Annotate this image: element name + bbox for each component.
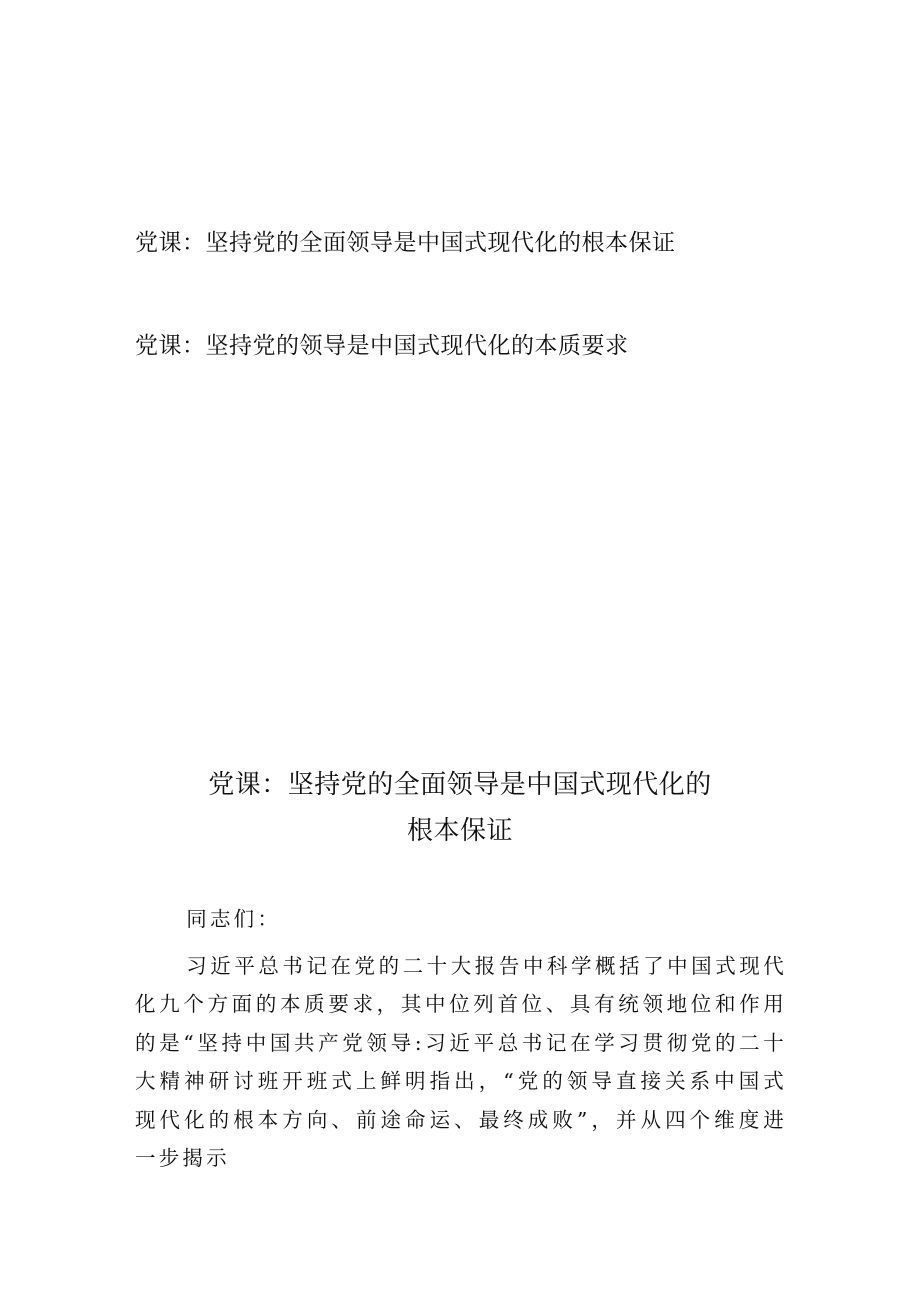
toc-entry-1[interactable]: 党课：坚持党的全面领导是中国式现代化的根本保证 — [135, 230, 676, 256]
article-title-line-2: 根本保证 — [406, 816, 513, 846]
article-title — [0, 762, 920, 854]
article-title-line-1: 党课：坚持党的全面领导是中国式现代化的 — [208, 770, 712, 800]
body-paragraph-1: 习近平总书记在党的二十大报告中科学概括了中国式现代化九个方面的本质要求，其中位列首位、具有统领地位和作用的是“坚持中国共产党领导:习近平总书记在学习贯彻党的二十大精神研讨班开班式上鲜明指出，“党的领导直接关系中国式现代化的根本方向、前途命运、最终成败”，并从四个维度进一步揭示 — [135, 953, 787, 1170]
salutation: 同志们： — [186, 907, 282, 931]
article-body — [135, 900, 787, 1178]
toc-entry-2[interactable]: 党课：坚持党的领导是中国式现代化的本质要求 — [135, 333, 629, 359]
